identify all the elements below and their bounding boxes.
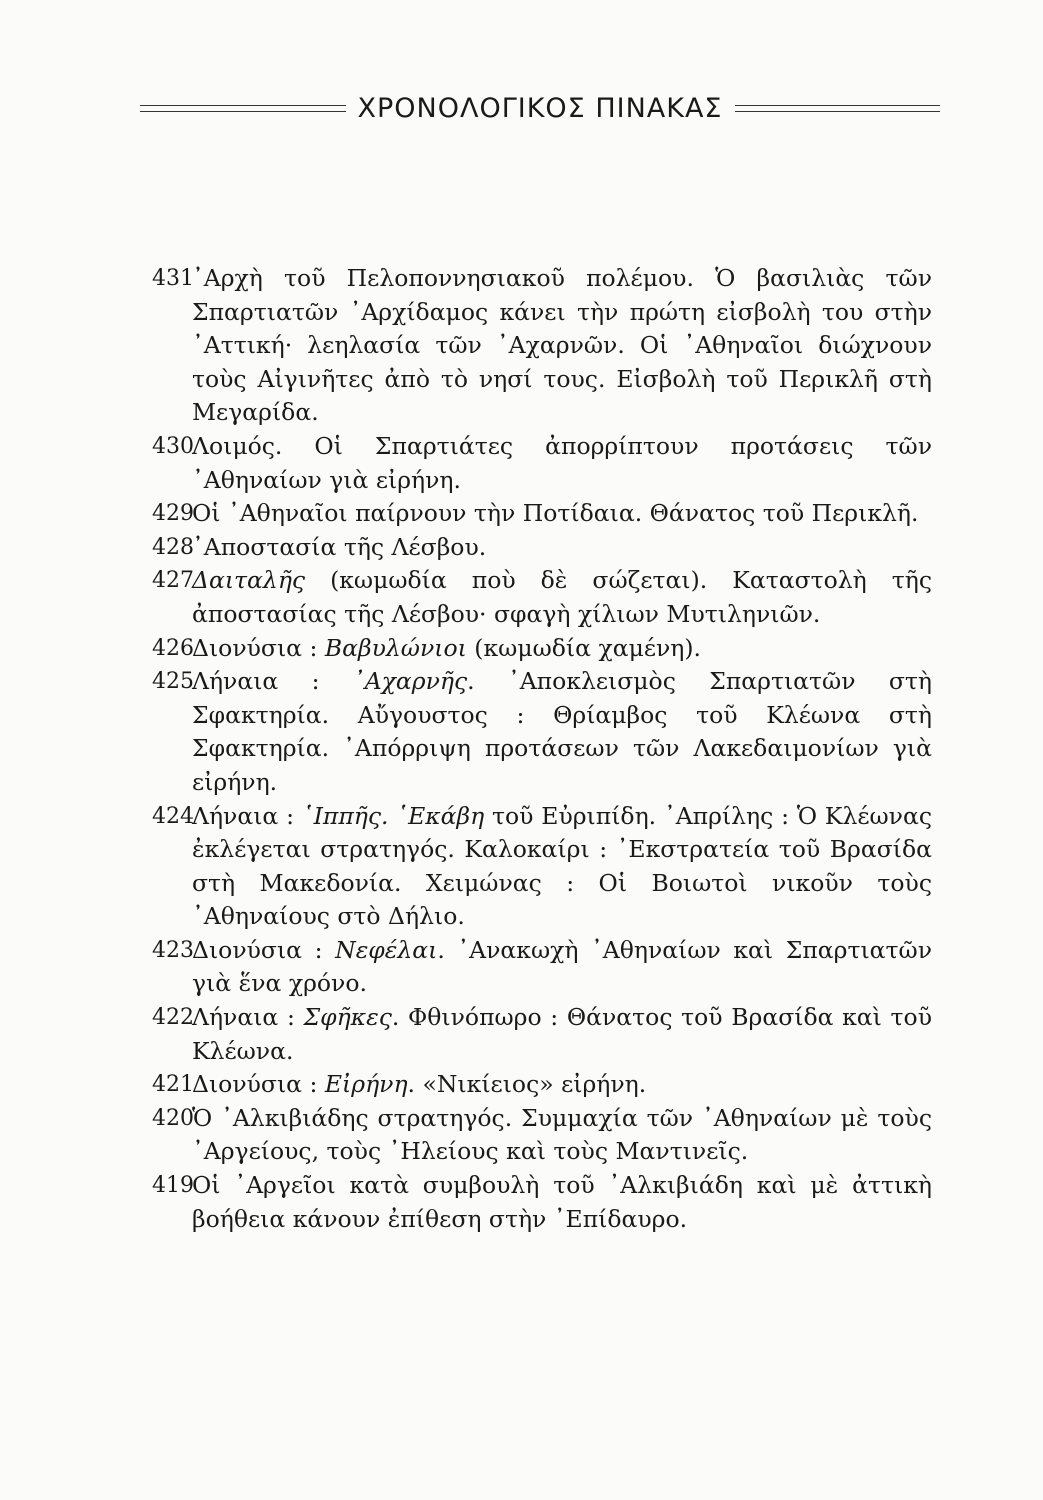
entry-year: 430 — [152, 433, 194, 459]
entry-year: 431 — [152, 266, 194, 291]
entry-426 — [152, 632, 932, 666]
entry-text: Ὁ ᾿Αλκιβιάδης στρατηγός. Συμμαχία τῶν ᾿Αθηναίων μὲ τοὺς ᾿Αργείους, τοὺς ᾿Ηλείους καὶ τοὺς Μαντινεῖς. — [192, 1103, 932, 1166]
work-title: Βαβυλώνιοι — [324, 633, 467, 662]
entry-430 — [152, 430, 932, 497]
entry-year: 420 — [152, 1105, 194, 1131]
entry-text: Λήναια : ᾿Αχαρνῆς. ᾿Αποκλεισμὸς Σπαρτιατῶν στὴ Σφακτηρία. Αὔγουστος : Θρίαμβος τοῦ Κλέωνα στὴ Σφακτηρία. ᾿Απόρριψη προτάσεων τῶν Λακεδαιμονίων γιὰ εἰρήνη. — [192, 667, 932, 796]
entry-year: 429 — [152, 501, 194, 527]
work-title: ῾Ιππῆς. ῾Εκάβη — [301, 801, 485, 830]
work-title: Σφῆκες — [303, 1003, 392, 1032]
entry-text: Λοιμός. Οἱ Σπαρτιάτες ἀπορρίπτουν προτάσεις τῶν ᾿Αθηναίων γιὰ εἰρήνη. — [192, 431, 932, 494]
entry-text: ᾿Αρχὴ τοῦ Πελοποννησιακοῦ πολέμου. Ὁ βασιλιὰς τῶν Σπαρτιατῶν ᾿Αρχίδαμος κάνει τὴν πρώτη εἰσβολὴ του στὴν ᾿Αττική· λεηλασία τῶν ᾿Αχαρνῶν. Οἱ ᾿Αθηναῖοι διώχνουν τοὺς Αἰγινῆτες ἀπὸ τὸ νησί τους. Εἰσβολὴ τοῦ Περικλῆ στὴ Μεγαρίδα. — [192, 264, 932, 427]
entry-text: Λήναια : ῾Ιππῆς. ῾Εκάβη τοῦ Εὐριπίδη. ᾿Απρίλης : Ὁ Κλέωνας ἐκλέγεται στρατηγός. Καλοκαίρι : ᾿Εκστρατεία τοῦ Βρασίδα στὴ Μακεδονία. Χειμώνας : Οἱ Βοιωτοὶ νικοῦν τοὺς ᾿Αθηναίους στὸ Δήλιο. — [192, 801, 932, 931]
entry-text: Διονύσια : Βαβυλώνιοι (κωμωδία χαμένη). — [192, 633, 702, 662]
entry-text: Διονύσια : Εἰρήνη. «Νικίειος» εἰρήνη. — [192, 1070, 647, 1099]
entry-425 — [152, 665, 932, 799]
page-header — [140, 90, 940, 126]
entry-text: Διονύσια : Νεφέλαι. ᾿Ανακωχὴ ᾿Αθηναίων καὶ Σπαρτιατῶν γιὰ ἕνα χρόνο. — [192, 935, 933, 998]
entry-text: ᾿Αποστασία τῆς Λέσβου. — [192, 532, 487, 561]
entry-year: 421 — [152, 1072, 194, 1098]
entry-year: 423 — [152, 937, 194, 963]
entry-year: 422 — [152, 1005, 194, 1031]
entry-year: 428 — [152, 534, 194, 560]
entry-419 — [152, 1169, 932, 1236]
entry-year: 424 — [152, 803, 194, 829]
entry-text: Λήναια : Σφῆκες. Φθινόπωρο : Θάνατος τοῦ Βρασίδα καὶ τοῦ Κλέωνα. — [192, 1003, 932, 1065]
entry-427 — [152, 564, 932, 631]
work-title: Εἰρήνη — [324, 1070, 408, 1099]
entry-422 — [152, 1001, 932, 1068]
work-title: ᾿Αχαρνῆς — [352, 667, 468, 696]
header-rule-left — [140, 105, 346, 112]
entry-year: 419 — [152, 1173, 194, 1199]
entry-text: Δαιταλῆς (κωμωδία ποὺ δὲ σώζεται). Καταστολὴ τῆς ἀποστασίας τῆς Λέσβου· σφαγὴ χίλιων Μυτιληνιῶν. — [192, 566, 932, 628]
entry-year: 427 — [152, 568, 194, 594]
entry-420 — [152, 1102, 932, 1169]
header-rule-right — [735, 105, 941, 112]
entry-431 — [152, 262, 932, 430]
entry-text: Οἱ ᾿Αθηναῖοι παίρνουν τὴν Ποτίδαια. Θάνατος τοῦ Περικλῆ. — [192, 499, 919, 528]
entry-428 — [152, 531, 932, 565]
entry-423 — [152, 934, 932, 1001]
entry-year: 426 — [152, 635, 194, 661]
chronology-list — [152, 262, 932, 1236]
work-title: Δαιταλῆς — [192, 566, 306, 595]
entry-421 — [152, 1068, 932, 1102]
page-title: ΧΡΟΝΟΛΟΓΙΚΟΣ ΠΙΝΑΚΑΣ — [357, 92, 723, 124]
entry-year: 425 — [152, 669, 194, 695]
entry-424 — [152, 800, 932, 934]
entry-text: Οἱ ᾿Αργεῖοι κατὰ συμβουλὴ τοῦ ᾿Αλκιβιάδη καὶ μὲ ἀττικὴ βοήθεια κάνουν ἐπίθεση στὴν ᾿Επίδαυρο. — [192, 1171, 932, 1233]
entry-429 — [152, 497, 932, 531]
work-title: Νεφέλαι — [335, 935, 438, 964]
